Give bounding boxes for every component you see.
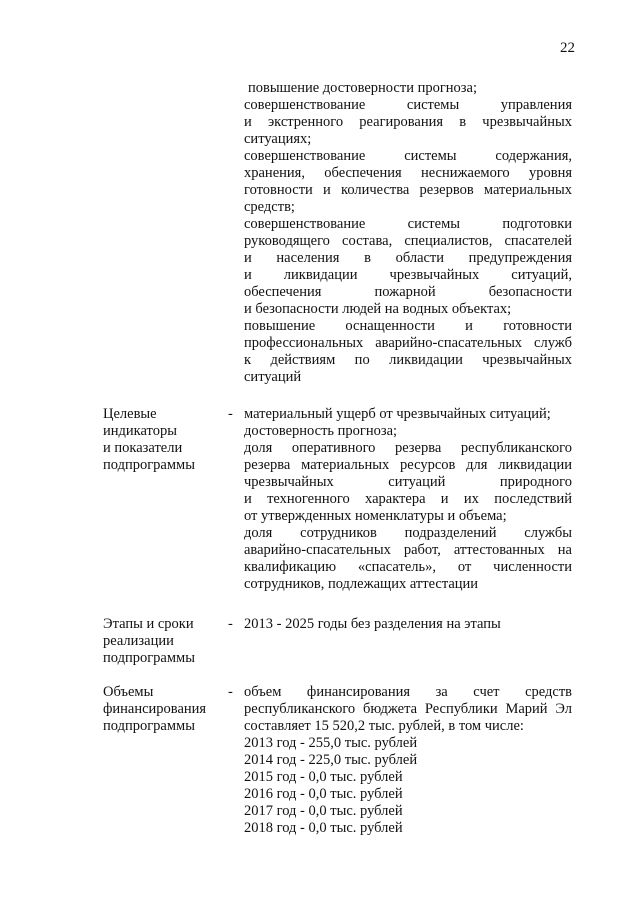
text-line: достоверность прогноза; [244, 423, 398, 439]
text-line: доля сотрудников подразделений службы [244, 525, 572, 541]
text-line: составляет 15 520,2 тыс. рублей, в том числе: [244, 718, 524, 734]
text-line: доля оперативного резерва республиканского [244, 440, 572, 456]
text-line: 2017 год - 0,0 тыс. рублей [244, 803, 403, 819]
text-line: готовности и количества резервов материальных [244, 182, 572, 198]
text-line: и безопасности людей на водных объектах; [244, 301, 512, 317]
section-label: подпрограммы [103, 457, 195, 473]
text-line: совершенствование системы содержания, [244, 148, 572, 164]
text-line: 2015 год - 0,0 тыс. рублей [244, 769, 403, 785]
dash: - [228, 616, 233, 632]
text-line: от утвержденных номенклатуры и объема; [244, 508, 507, 524]
section-label: индикаторы [103, 423, 177, 439]
text-line: повышение достоверности прогноза; [248, 80, 477, 96]
text-line: хранения, обеспечения неснижаемого уровня [244, 165, 572, 181]
section-label: подпрограммы [103, 650, 195, 666]
text-line: обеспечения пожарной безопасности [244, 284, 572, 300]
text-line: аварийно-спасательных работ, аттестованных на [244, 542, 572, 558]
text-line: 2014 год - 225,0 тыс. рублей [244, 752, 418, 768]
text-line: 2013 год - 255,0 тыс. рублей [244, 735, 418, 751]
text-line: и техногенного характера и их последствий [244, 491, 572, 507]
text-line: и ликвидации чрезвычайных ситуаций, [244, 267, 572, 283]
text-line: и экстренного реагирования в чрезвычайных [244, 114, 572, 130]
section-label: и показатели [103, 440, 183, 456]
text-line: 2013 - 2025 годы без разделения на этапы [244, 616, 501, 632]
text-line: совершенствование системы подготовки [244, 216, 572, 232]
text-line: средств; [244, 199, 295, 215]
text-line: сотрудников, подлежащих аттестации [244, 576, 479, 592]
section-label: реализации [103, 633, 174, 649]
text-line: и населения в области предупреждения [244, 250, 572, 266]
dash: - [228, 684, 233, 700]
section-label: Этапы и сроки [103, 616, 194, 632]
text-line: к действиям по ликвидации чрезвычайных [244, 352, 572, 368]
dash: - [228, 406, 233, 422]
section-label: подпрограммы [103, 718, 195, 734]
text-line: объем финансирования за счет средств [244, 684, 572, 700]
section-label: Объемы [103, 684, 154, 700]
text-line: республиканского бюджета Республики Марий Эл [244, 701, 572, 717]
text-line: профессиональных аварийно-спасательных служб [244, 335, 572, 351]
section-label: финансирования [103, 701, 207, 717]
text-line: чрезвычайных ситуаций природного [244, 474, 572, 490]
text-line: руководящего состава, специалистов, спасателей [244, 233, 572, 249]
text-line: материальный ущерб от чрезвычайных ситуаций; [244, 406, 551, 422]
text-line: 2018 год - 0,0 тыс. рублей [244, 820, 403, 836]
text-line: квалификацию «спасатель», от численности [244, 559, 572, 575]
text-line: 2016 год - 0,0 тыс. рублей [244, 786, 403, 802]
text-line: резерва материальных ресурсов для ликвидации [244, 457, 572, 473]
section-label: Целевые [103, 406, 157, 422]
text-line: ситуаций [244, 369, 302, 385]
text-line: ситуациях; [244, 131, 312, 147]
text-line: совершенствование системы управления [244, 97, 572, 113]
page-number: 22 [560, 40, 575, 56]
text-line: повышение оснащенности и готовности [244, 318, 572, 334]
